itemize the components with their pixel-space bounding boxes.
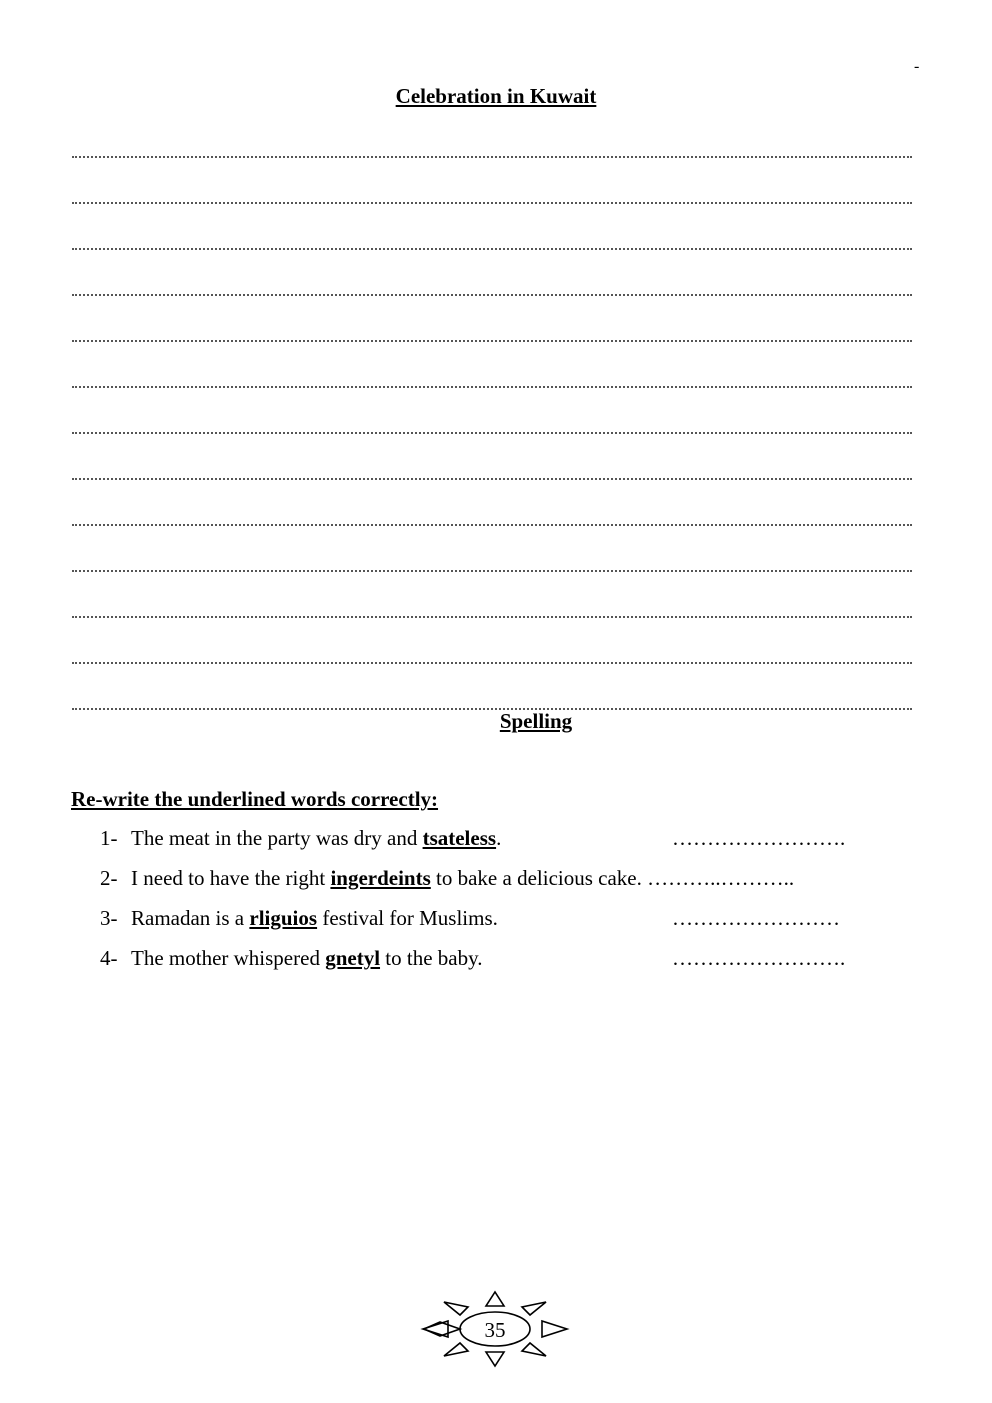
writing-line[interactable] xyxy=(72,296,912,342)
misspelled-word: tsateless xyxy=(422,826,497,850)
writing-line[interactable] xyxy=(72,618,912,664)
item-sentence: The meat in the party was dry and tsateless. xyxy=(131,826,502,850)
writing-line[interactable] xyxy=(72,388,912,434)
writing-line[interactable] xyxy=(72,204,912,250)
writing-line[interactable] xyxy=(72,664,912,710)
spelling-item-2 xyxy=(100,866,920,906)
essay-title: Celebration in Kuwait xyxy=(395,84,597,108)
spelling-items xyxy=(100,826,920,986)
answer-blank[interactable]: ……………………. xyxy=(672,826,846,850)
item-number: 4- xyxy=(100,946,118,970)
writing-line[interactable] xyxy=(72,480,912,526)
sun-page-badge xyxy=(420,1288,570,1370)
misspelled-word: rliguios xyxy=(249,906,318,930)
spelling-title: Spelling xyxy=(499,709,573,733)
spelling-item-3 xyxy=(100,906,920,946)
page-number: 35 xyxy=(484,1318,506,1342)
answer-blank[interactable]: ………..……….. xyxy=(647,866,795,890)
writing-line[interactable] xyxy=(72,158,912,204)
misspelled-word: ingerdeints xyxy=(330,866,431,890)
spelling-instruction: Re-write the underlined words correctly: xyxy=(71,787,439,811)
item-number: 1- xyxy=(100,826,118,850)
writing-line[interactable] xyxy=(72,434,912,480)
item-number: 3- xyxy=(100,906,118,930)
corner-mark: - xyxy=(914,58,920,75)
spelling-item-1 xyxy=(100,826,920,866)
spelling-item-4 xyxy=(100,946,920,986)
writing-line[interactable] xyxy=(72,342,912,388)
writing-line[interactable] xyxy=(72,112,912,158)
item-sentence: I need to have the right ingerdeints to bake a delicious cake. ………..……….. xyxy=(131,866,795,890)
item-sentence: The mother whispered gnetyl to the baby. xyxy=(131,946,483,970)
writing-line[interactable] xyxy=(72,250,912,296)
answer-blank[interactable]: …………………… xyxy=(672,906,840,930)
misspelled-word: gnetyl xyxy=(325,946,381,970)
answer-blank[interactable]: ……………………. xyxy=(672,946,846,970)
item-sentence: Ramadan is a rliguios festival for Muslims. xyxy=(131,906,498,930)
writing-line[interactable] xyxy=(72,526,912,572)
writing-line[interactable] xyxy=(72,572,912,618)
writing-lines xyxy=(72,112,912,710)
item-number: 2- xyxy=(100,866,118,890)
